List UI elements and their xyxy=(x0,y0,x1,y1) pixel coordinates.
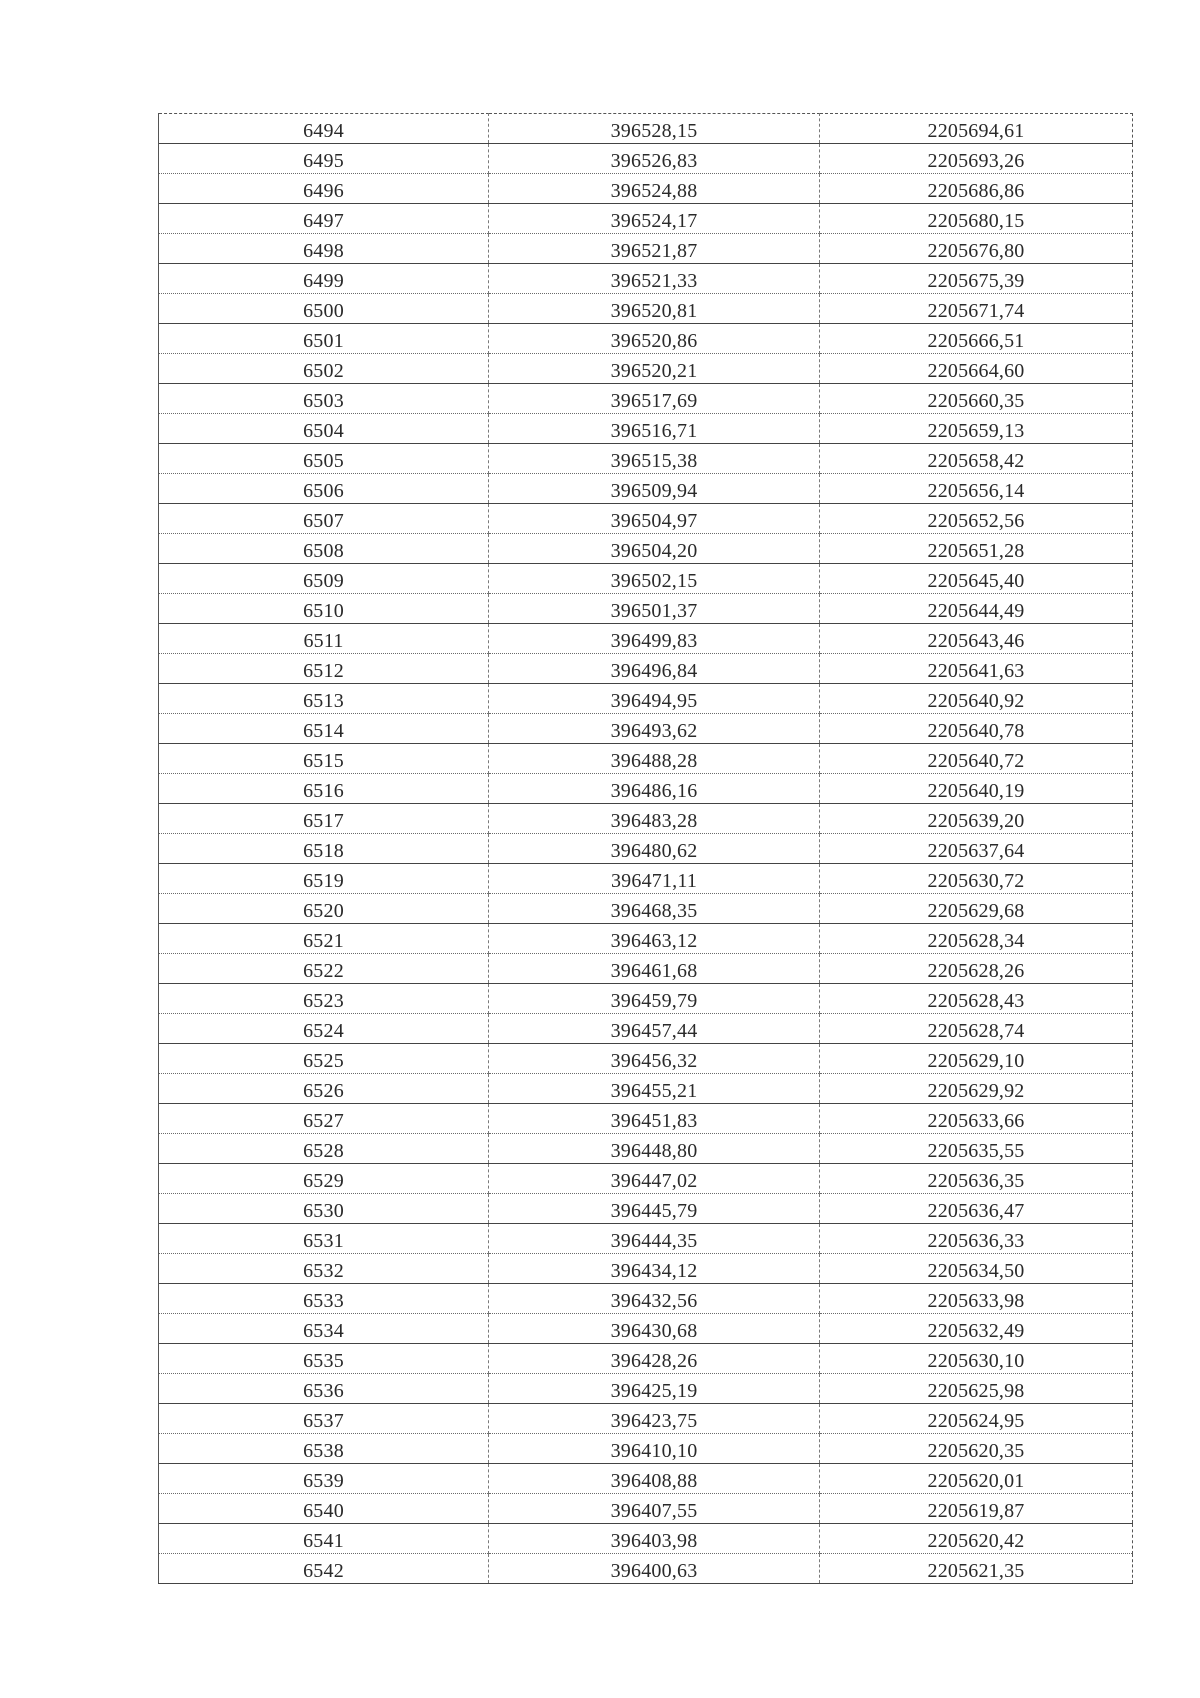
y-coordinate-cell: 2205666,51 xyxy=(820,324,1133,354)
table-row xyxy=(159,1434,1133,1464)
point-number-cell: 6512 xyxy=(159,654,489,684)
point-number-cell: 6528 xyxy=(159,1134,489,1164)
x-coordinate-cell: 396509,94 xyxy=(489,474,820,504)
point-number-cell: 6509 xyxy=(159,564,489,594)
point-number-cell: 6499 xyxy=(159,264,489,294)
x-coordinate-cell: 396493,62 xyxy=(489,714,820,744)
table-row xyxy=(159,1404,1133,1434)
x-coordinate-cell: 396520,81 xyxy=(489,294,820,324)
x-coordinate-cell: 396445,79 xyxy=(489,1194,820,1224)
point-number-cell: 6538 xyxy=(159,1434,489,1464)
table-row xyxy=(159,1464,1133,1494)
x-coordinate-cell: 396400,63 xyxy=(489,1554,820,1584)
y-coordinate-cell: 2205619,87 xyxy=(820,1494,1133,1524)
x-coordinate-cell: 396459,79 xyxy=(489,984,820,1014)
table-row xyxy=(159,954,1133,984)
y-coordinate-cell: 2205628,43 xyxy=(820,984,1133,1014)
table-row xyxy=(159,564,1133,594)
x-coordinate-cell: 396432,56 xyxy=(489,1284,820,1314)
y-coordinate-cell: 2205634,50 xyxy=(820,1254,1133,1284)
table-row xyxy=(159,144,1133,174)
table-row xyxy=(159,204,1133,234)
y-coordinate-cell: 2205633,98 xyxy=(820,1284,1133,1314)
table-row xyxy=(159,594,1133,624)
y-coordinate-cell: 2205675,39 xyxy=(820,264,1133,294)
table-row xyxy=(159,174,1133,204)
point-number-cell: 6497 xyxy=(159,204,489,234)
point-number-cell: 6532 xyxy=(159,1254,489,1284)
point-number-cell: 6522 xyxy=(159,954,489,984)
point-number-cell: 6496 xyxy=(159,174,489,204)
point-number-cell: 6518 xyxy=(159,834,489,864)
point-number-cell: 6540 xyxy=(159,1494,489,1524)
table-row xyxy=(159,1314,1133,1344)
table-row xyxy=(159,624,1133,654)
point-number-cell: 6535 xyxy=(159,1344,489,1374)
point-number-cell: 6514 xyxy=(159,714,489,744)
x-coordinate-cell: 396526,83 xyxy=(489,144,820,174)
x-coordinate-cell: 396403,98 xyxy=(489,1524,820,1554)
x-coordinate-cell: 396483,28 xyxy=(489,804,820,834)
point-number-cell: 6526 xyxy=(159,1074,489,1104)
point-number-cell: 6507 xyxy=(159,504,489,534)
table-row xyxy=(159,1374,1133,1404)
x-coordinate-cell: 396471,11 xyxy=(489,864,820,894)
y-coordinate-cell: 2205659,13 xyxy=(820,414,1133,444)
y-coordinate-cell: 2205664,60 xyxy=(820,354,1133,384)
x-coordinate-cell: 396496,84 xyxy=(489,654,820,684)
x-coordinate-cell: 396455,21 xyxy=(489,1074,820,1104)
point-number-cell: 6511 xyxy=(159,624,489,654)
table-row xyxy=(159,114,1133,144)
table-row xyxy=(159,1284,1133,1314)
x-coordinate-cell: 396425,19 xyxy=(489,1374,820,1404)
point-number-cell: 6503 xyxy=(159,384,489,414)
y-coordinate-cell: 2205625,98 xyxy=(820,1374,1133,1404)
point-number-cell: 6515 xyxy=(159,744,489,774)
y-coordinate-cell: 2205640,19 xyxy=(820,774,1133,804)
y-coordinate-cell: 2205658,42 xyxy=(820,444,1133,474)
y-coordinate-cell: 2205629,68 xyxy=(820,894,1133,924)
coordinates-table xyxy=(158,113,1133,1584)
x-coordinate-cell: 396521,33 xyxy=(489,264,820,294)
x-coordinate-cell: 396456,32 xyxy=(489,1044,820,1074)
point-number-cell: 6537 xyxy=(159,1404,489,1434)
x-coordinate-cell: 396451,83 xyxy=(489,1104,820,1134)
table-row xyxy=(159,684,1133,714)
table-row xyxy=(159,804,1133,834)
x-coordinate-cell: 396504,97 xyxy=(489,504,820,534)
point-number-cell: 6506 xyxy=(159,474,489,504)
x-coordinate-cell: 396457,44 xyxy=(489,1014,820,1044)
table-row xyxy=(159,714,1133,744)
y-coordinate-cell: 2205645,40 xyxy=(820,564,1133,594)
x-coordinate-cell: 396515,38 xyxy=(489,444,820,474)
y-coordinate-cell: 2205630,72 xyxy=(820,864,1133,894)
point-number-cell: 6495 xyxy=(159,144,489,174)
point-number-cell: 6500 xyxy=(159,294,489,324)
x-coordinate-cell: 396521,87 xyxy=(489,234,820,264)
table-row xyxy=(159,1194,1133,1224)
table-row xyxy=(159,534,1133,564)
point-number-cell: 6531 xyxy=(159,1224,489,1254)
y-coordinate-cell: 2205635,55 xyxy=(820,1134,1133,1164)
x-coordinate-cell: 396447,02 xyxy=(489,1164,820,1194)
y-coordinate-cell: 2205640,78 xyxy=(820,714,1133,744)
point-number-cell: 6529 xyxy=(159,1164,489,1194)
table-row xyxy=(159,294,1133,324)
point-number-cell: 6521 xyxy=(159,924,489,954)
point-number-cell: 6539 xyxy=(159,1464,489,1494)
point-number-cell: 6494 xyxy=(159,114,489,144)
point-number-cell: 6524 xyxy=(159,1014,489,1044)
y-coordinate-cell: 2205641,63 xyxy=(820,654,1133,684)
y-coordinate-cell: 2205680,15 xyxy=(820,204,1133,234)
table-row xyxy=(159,774,1133,804)
y-coordinate-cell: 2205624,95 xyxy=(820,1404,1133,1434)
coordinates-table-body xyxy=(159,114,1133,1584)
y-coordinate-cell: 2205636,33 xyxy=(820,1224,1133,1254)
table-row xyxy=(159,924,1133,954)
x-coordinate-cell: 396528,15 xyxy=(489,114,820,144)
y-coordinate-cell: 2205686,86 xyxy=(820,174,1133,204)
point-number-cell: 6508 xyxy=(159,534,489,564)
y-coordinate-cell: 2205656,14 xyxy=(820,474,1133,504)
point-number-cell: 6510 xyxy=(159,594,489,624)
y-coordinate-cell: 2205644,49 xyxy=(820,594,1133,624)
table-row xyxy=(159,1224,1133,1254)
x-coordinate-cell: 396480,62 xyxy=(489,834,820,864)
x-coordinate-cell: 396468,35 xyxy=(489,894,820,924)
y-coordinate-cell: 2205620,42 xyxy=(820,1524,1133,1554)
y-coordinate-cell: 2205620,35 xyxy=(820,1434,1133,1464)
table-row xyxy=(159,834,1133,864)
y-coordinate-cell: 2205660,35 xyxy=(820,384,1133,414)
x-coordinate-cell: 396448,80 xyxy=(489,1134,820,1164)
y-coordinate-cell: 2205637,64 xyxy=(820,834,1133,864)
point-number-cell: 6516 xyxy=(159,774,489,804)
point-number-cell: 6517 xyxy=(159,804,489,834)
table-row xyxy=(159,894,1133,924)
x-coordinate-cell: 396504,20 xyxy=(489,534,820,564)
y-coordinate-cell: 2205629,10 xyxy=(820,1044,1133,1074)
table-row xyxy=(159,1554,1133,1584)
y-coordinate-cell: 2205636,47 xyxy=(820,1194,1133,1224)
table-row xyxy=(159,1494,1133,1524)
x-coordinate-cell: 396501,37 xyxy=(489,594,820,624)
point-number-cell: 6502 xyxy=(159,354,489,384)
point-number-cell: 6505 xyxy=(159,444,489,474)
table-row xyxy=(159,1344,1133,1374)
x-coordinate-cell: 396430,68 xyxy=(489,1314,820,1344)
point-number-cell: 6536 xyxy=(159,1374,489,1404)
y-coordinate-cell: 2205636,35 xyxy=(820,1164,1133,1194)
table-row xyxy=(159,504,1133,534)
table-row xyxy=(159,444,1133,474)
y-coordinate-cell: 2205628,26 xyxy=(820,954,1133,984)
y-coordinate-cell: 2205693,26 xyxy=(820,144,1133,174)
point-number-cell: 6523 xyxy=(159,984,489,1014)
x-coordinate-cell: 396463,12 xyxy=(489,924,820,954)
point-number-cell: 6501 xyxy=(159,324,489,354)
table-row xyxy=(159,1254,1133,1284)
y-coordinate-cell: 2205643,46 xyxy=(820,624,1133,654)
point-number-cell: 6513 xyxy=(159,684,489,714)
x-coordinate-cell: 396410,10 xyxy=(489,1434,820,1464)
x-coordinate-cell: 396520,86 xyxy=(489,324,820,354)
table-row xyxy=(159,1164,1133,1194)
point-number-cell: 6530 xyxy=(159,1194,489,1224)
x-coordinate-cell: 396494,95 xyxy=(489,684,820,714)
x-coordinate-cell: 396517,69 xyxy=(489,384,820,414)
x-coordinate-cell: 396502,15 xyxy=(489,564,820,594)
x-coordinate-cell: 396408,88 xyxy=(489,1464,820,1494)
x-coordinate-cell: 396520,21 xyxy=(489,354,820,384)
point-number-cell: 6519 xyxy=(159,864,489,894)
x-coordinate-cell: 396516,71 xyxy=(489,414,820,444)
table-row xyxy=(159,234,1133,264)
table-row xyxy=(159,324,1133,354)
x-coordinate-cell: 396407,55 xyxy=(489,1494,820,1524)
y-coordinate-cell: 2205633,66 xyxy=(820,1104,1133,1134)
y-coordinate-cell: 2205621,35 xyxy=(820,1554,1133,1584)
table-row xyxy=(159,1074,1133,1104)
table-row xyxy=(159,654,1133,684)
y-coordinate-cell: 2205630,10 xyxy=(820,1344,1133,1374)
y-coordinate-cell: 2205640,92 xyxy=(820,684,1133,714)
y-coordinate-cell: 2205652,56 xyxy=(820,504,1133,534)
table-row xyxy=(159,1014,1133,1044)
point-number-cell: 6533 xyxy=(159,1284,489,1314)
point-number-cell: 6498 xyxy=(159,234,489,264)
y-coordinate-cell: 2205628,74 xyxy=(820,1014,1133,1044)
table-row xyxy=(159,1524,1133,1554)
point-number-cell: 6541 xyxy=(159,1524,489,1554)
table-row xyxy=(159,414,1133,444)
y-coordinate-cell: 2205676,80 xyxy=(820,234,1133,264)
y-coordinate-cell: 2205640,72 xyxy=(820,744,1133,774)
x-coordinate-cell: 396461,68 xyxy=(489,954,820,984)
table-row xyxy=(159,1044,1133,1074)
y-coordinate-cell: 2205639,20 xyxy=(820,804,1133,834)
x-coordinate-cell: 396488,28 xyxy=(489,744,820,774)
point-number-cell: 6542 xyxy=(159,1554,489,1584)
table-row xyxy=(159,354,1133,384)
point-number-cell: 6520 xyxy=(159,894,489,924)
table-row xyxy=(159,474,1133,504)
y-coordinate-cell: 2205694,61 xyxy=(820,114,1133,144)
x-coordinate-cell: 396524,17 xyxy=(489,204,820,234)
table-row xyxy=(159,264,1133,294)
y-coordinate-cell: 2205620,01 xyxy=(820,1464,1133,1494)
y-coordinate-cell: 2205651,28 xyxy=(820,534,1133,564)
point-number-cell: 6534 xyxy=(159,1314,489,1344)
x-coordinate-cell: 396428,26 xyxy=(489,1344,820,1374)
table-row xyxy=(159,1134,1133,1164)
point-number-cell: 6525 xyxy=(159,1044,489,1074)
x-coordinate-cell: 396434,12 xyxy=(489,1254,820,1284)
point-number-cell: 6527 xyxy=(159,1104,489,1134)
table-row xyxy=(159,984,1133,1014)
y-coordinate-cell: 2205628,34 xyxy=(820,924,1133,954)
y-coordinate-cell: 2205671,74 xyxy=(820,294,1133,324)
point-number-cell: 6504 xyxy=(159,414,489,444)
y-coordinate-cell: 2205629,92 xyxy=(820,1074,1133,1104)
table-row xyxy=(159,384,1133,414)
y-coordinate-cell: 2205632,49 xyxy=(820,1314,1133,1344)
x-coordinate-cell: 396524,88 xyxy=(489,174,820,204)
table-row xyxy=(159,864,1133,894)
x-coordinate-cell: 396486,16 xyxy=(489,774,820,804)
x-coordinate-cell: 396499,83 xyxy=(489,624,820,654)
table-row xyxy=(159,744,1133,774)
x-coordinate-cell: 396423,75 xyxy=(489,1404,820,1434)
table-row xyxy=(159,1104,1133,1134)
x-coordinate-cell: 396444,35 xyxy=(489,1224,820,1254)
